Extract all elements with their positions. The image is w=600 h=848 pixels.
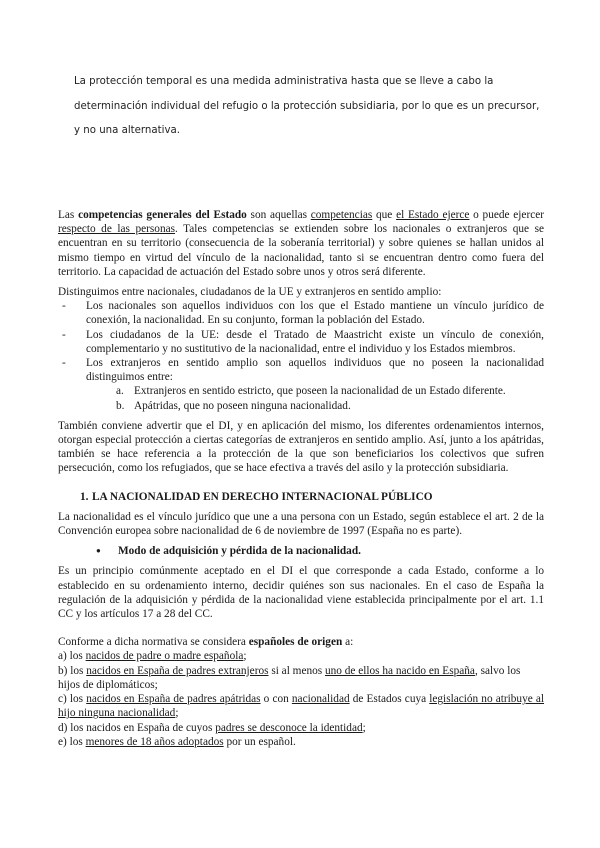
text-run: o puede ejercer xyxy=(469,209,544,221)
section-heading xyxy=(58,490,544,504)
list-item: - Los ciudadanos de la UE: desde el Tratado de Maastricht existe un vínculo de conexión, complementario y no sustitutivo de la nacionalidad, entre el individuo y los Estados miembros. xyxy=(62,328,544,355)
section-number: 1. xyxy=(80,490,89,503)
underlined-term: menores de 18 años adoptados xyxy=(85,735,224,748)
text-run: ; xyxy=(243,650,247,663)
sub-list xyxy=(86,384,544,412)
underlined-term: respecto de las personas xyxy=(58,223,176,236)
text-run: c) los xyxy=(58,693,87,706)
underlined-term: nacionalidad xyxy=(291,693,350,706)
text-run: o con xyxy=(260,693,292,706)
intro-paragraph: La protección temporal es una medida administrativa hasta que se lleve a cabo la determinación individual del refugio o la protección subsidiaria, por lo que es un precursor, y no una alternativa. xyxy=(74,76,540,136)
text-run: Las xyxy=(58,209,79,221)
text-run: , salvo los hijos de diplomáticos; xyxy=(58,664,521,691)
competencias-paragraph xyxy=(58,208,544,279)
origen-item-a xyxy=(58,649,544,663)
dash-list xyxy=(58,299,544,413)
underlined-term: legislación no atribuye al hijo ninguna nacionalidad xyxy=(58,693,545,720)
text-run: ; xyxy=(362,721,366,734)
underlined-term: uno de ellos ha nacido en España xyxy=(324,664,475,677)
underlined-term: nacidos de padre o madre española xyxy=(85,650,244,663)
origen-item-b xyxy=(58,664,544,692)
origen-item-c xyxy=(58,692,544,720)
sub-list-marker: b. xyxy=(116,399,125,412)
text-run: . Tales competencias se extienden sobre los nacionales o extranjeros que se encuentran en su territorio (consecuencia de la soberanía territorial) y sobre quienes se hallan unidos al mismo tiempo en virtud del vínculo de la nacionalidad, tanto si se encuentran dentro como fuera del territorio. La capacidad de actuación del Estado sobre unos y otros será diferente. xyxy=(58,223,544,278)
proteccion-paragraph: También conviene advertir que el DI, y en aplicación del mismo, los diferentes ordenamientos internos, otorgan especial protección a ciertas categorías de extranjeros en sentido amplio. Así, junto a los apátridas, también se hace referencia a la protección de la que son beneficiarios los colectivos que sufren persecución, como los refugiados, que se hace efectiva a través del asilo y la protección subsidiaria. xyxy=(58,419,544,475)
underlined-term: competencias xyxy=(310,209,373,221)
subsection-title: Modo de adquisición y pérdida de la nacionalidad. xyxy=(118,545,361,558)
underlined-term: padres se desconoce la identidad xyxy=(215,721,363,734)
text-run: a: xyxy=(342,636,354,649)
origen-item-d xyxy=(58,721,544,735)
text-run: d) los nacidos en España de cuyos xyxy=(58,721,216,734)
text-run: a) los xyxy=(58,650,86,663)
principio-paragraph: Es un principio comúnmente aceptado en el DI el que corresponde a cada Estado, conforme a lo establecido en su ordenamiento interno, decidir quiénes son sus nacionales. En el caso de España la regulación de la adquisición y pérdida de la nacionalidad viene establecida principalmente por el art. 1.1 CC y los artículos 17 a 28 del CC. xyxy=(58,565,544,621)
underlined-term: nacidos en España de padres apátridas xyxy=(86,693,261,706)
bold-term: competencias generales del Estado xyxy=(78,209,247,221)
text-run: son aquellas xyxy=(246,209,311,221)
underlined-term: el Estado ejerce xyxy=(396,209,470,221)
text-run: b) los xyxy=(58,664,87,677)
list-item: - Los extranjeros en sentido amplio son aquellos individuos que no poseen la nacionalidad distinguimos entre: a. Extranjeros en sentido estricto, que poseen la nacionalidad de un Estado diferente. b. Apátridas, que no poseen ninguna nacionalidad. xyxy=(62,357,544,412)
text-run: de Estados cuya xyxy=(349,693,430,706)
origen-intro xyxy=(58,635,544,649)
sub-list-item xyxy=(86,399,544,413)
section-title: LA NACIONALIDAD EN DERECHO INTERNACIONAL PÚBLICO xyxy=(92,490,433,503)
text-run: e) los xyxy=(58,735,86,748)
sub-list-marker: a. xyxy=(116,385,124,398)
origen-block xyxy=(58,635,544,749)
bullet-icon: ● xyxy=(96,546,101,556)
text-run: ; xyxy=(175,707,179,720)
distinguimos-paragraph: Distinguimos entre nacionales, ciudadanos de la UE y extranjeros en sentido amplio: xyxy=(58,286,442,299)
list-item-text: Los ciudadanos de la UE: desde el Tratado de Maastricht existe un vínculo de conexión, complementario y no sustitutivo de la nacionalidad, entre el individuo y los Estados miembros. xyxy=(86,328,544,355)
list-item: - Los nacionales son aquellos individuos con los que el Estado mantiene un vínculo jurídico de conexión, la nacionalidad. En su conjunto, forman la población del Estado. xyxy=(62,300,544,327)
bold-term: españoles de origen xyxy=(248,636,343,649)
origen-item-e xyxy=(58,735,544,749)
subsection-heading xyxy=(58,544,544,558)
sub-list-item xyxy=(86,384,544,398)
text-run: si al menos xyxy=(268,664,325,677)
text-run: que xyxy=(372,209,397,221)
document-body xyxy=(58,208,544,749)
text-run: por un español. xyxy=(223,735,296,748)
text-run: Conforme a dicha normativa se considera xyxy=(58,636,249,649)
list-item-text: Los extranjeros en sentido amplio son aquellos individuos que no poseen la nacionalidad distinguimos entre: xyxy=(86,357,544,384)
underlined-term: nacidos en España de padres extranjeros xyxy=(86,664,269,677)
nacionalidad-paragraph: La nacionalidad es el vínculo jurídico que une a una persona con un Estado, según establece el art. 2 de la Convención europea sobre nacionalidad de 6 de noviembre de 1997 (España no es parte). xyxy=(58,510,544,538)
sub-list-text: Extranjeros en sentido estricto, que poseen la nacionalidad de un Estado diferente. xyxy=(134,385,506,398)
sub-list-text: Apátridas, que no poseen ninguna nacionalidad. xyxy=(134,399,351,412)
list-item-text: Los nacionales son aquellos individuos con los que el Estado mantiene un vínculo jurídico de conexión, la nacionalidad. En su conjunto, forman la población del Estado. xyxy=(86,300,544,327)
